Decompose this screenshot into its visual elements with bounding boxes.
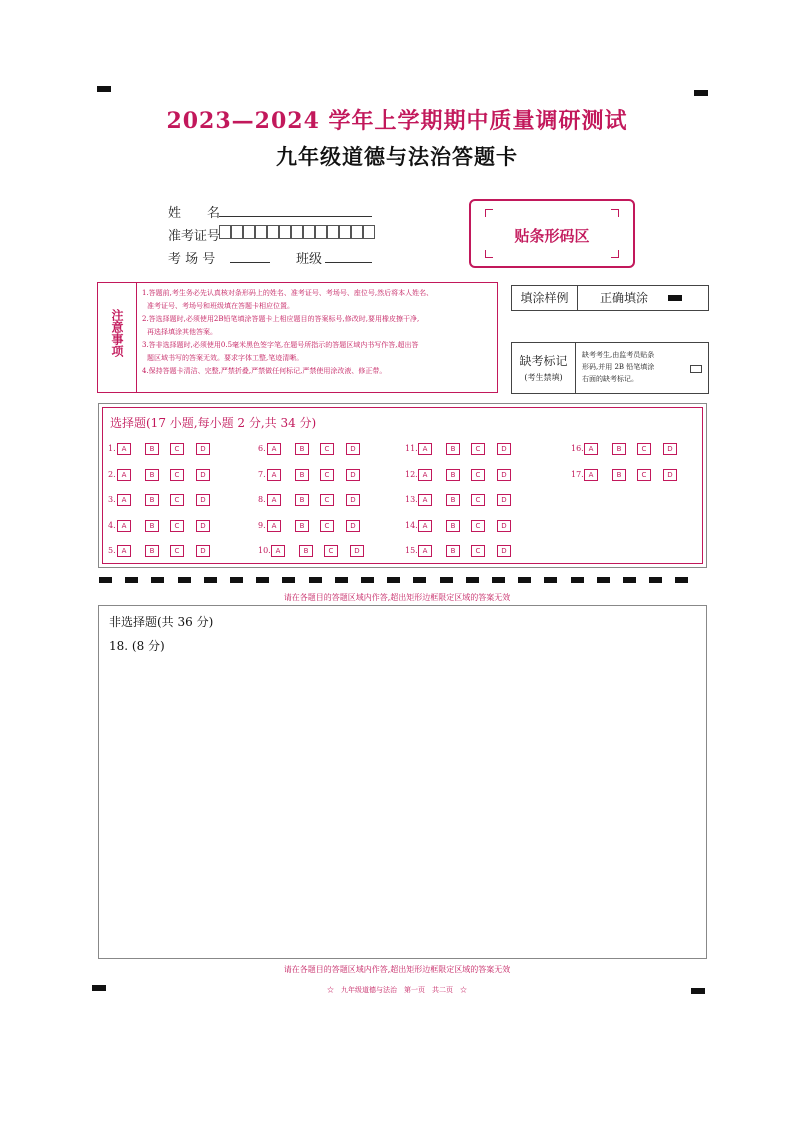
- option-bubble-c[interactable]: C: [170, 520, 184, 532]
- separator-dash: [335, 577, 348, 583]
- absent-mark-box: [511, 342, 709, 394]
- question-row: [258, 443, 368, 455]
- question-number: 8.: [258, 495, 266, 504]
- notice-heading: 注意事项: [110, 309, 124, 357]
- option-bubble-d[interactable]: D: [196, 520, 210, 532]
- notice-line: 题区域书写的答案无效。要求字体工整,笔迹清晰。: [147, 354, 304, 362]
- option-bubble-a[interactable]: A: [418, 494, 432, 506]
- separator-dash: [125, 577, 138, 583]
- separator-dash: [675, 577, 688, 583]
- option-bubble-b[interactable]: B: [612, 443, 626, 455]
- option-bubble-b[interactable]: B: [295, 520, 309, 532]
- corner-mark: [611, 209, 619, 217]
- separator-dash: [518, 577, 531, 583]
- option-bubble-c[interactable]: C: [471, 494, 485, 506]
- question-number: 12.: [405, 470, 418, 479]
- separator-dash: [309, 577, 322, 583]
- separator-dash: [361, 577, 374, 583]
- separator-dash: [204, 577, 217, 583]
- class-label: 班级: [296, 252, 323, 267]
- page-title: 2023—2024 学年上学期期中质量调研测试: [166, 108, 628, 134]
- separator-dash: [440, 577, 453, 583]
- question-number: 6.: [258, 444, 266, 453]
- option-bubble-c[interactable]: C: [170, 443, 184, 455]
- option-bubble-a[interactable]: A: [117, 545, 131, 557]
- question-number: 15.: [405, 546, 418, 555]
- class-field[interactable]: [325, 262, 372, 263]
- exam-id-digit-box[interactable]: [303, 225, 315, 239]
- option-bubble-d[interactable]: D: [497, 469, 511, 481]
- question-row: [405, 545, 515, 557]
- option-bubble-a[interactable]: A: [584, 443, 598, 455]
- exam-id-digit-box[interactable]: [327, 225, 339, 239]
- separator-dash: [178, 577, 191, 583]
- question-row: [405, 520, 515, 532]
- fill-sample-value: 正确填涂: [600, 291, 649, 305]
- question-number: 1.: [108, 444, 116, 453]
- question-row: [258, 520, 368, 532]
- option-bubble-b[interactable]: B: [446, 520, 460, 532]
- separator-dash: [282, 577, 295, 583]
- question-row: [258, 545, 368, 557]
- option-bubble-d[interactable]: D: [196, 443, 210, 455]
- option-bubble-d[interactable]: D: [663, 469, 677, 481]
- notice-body: [142, 287, 494, 378]
- room-field[interactable]: [230, 262, 270, 263]
- question-row: [405, 469, 515, 481]
- fill-sample-box: [511, 285, 709, 311]
- name-field[interactable]: [219, 216, 372, 217]
- question-row: [258, 494, 368, 506]
- option-bubble-c[interactable]: C: [170, 494, 184, 506]
- option-bubble-d[interactable]: D: [350, 545, 364, 557]
- exam-id-digit-box[interactable]: [351, 225, 363, 239]
- notice-line: 再选择填涂其他答案。: [147, 328, 217, 336]
- page-footer: ☆ 九年级道德与法治 第一页 共二页 ☆: [327, 986, 467, 994]
- room-label: 考 场 号: [168, 252, 216, 267]
- question-number: 4.: [108, 521, 116, 530]
- question-row: [405, 443, 515, 455]
- exam-id-digit-box[interactable]: [231, 225, 243, 239]
- option-bubble-a[interactable]: A: [584, 469, 598, 481]
- absent-label: 缺考标记: [519, 354, 568, 368]
- barcode-area: [469, 199, 635, 268]
- option-bubble-b[interactable]: B: [145, 494, 159, 506]
- question-number: 5.: [108, 546, 116, 555]
- absent-label-cell: [512, 343, 576, 393]
- option-bubble-c[interactable]: C: [471, 443, 485, 455]
- option-bubble-d[interactable]: D: [196, 545, 210, 557]
- option-bubble-a[interactable]: A: [117, 443, 131, 455]
- separator-dash: [649, 577, 662, 583]
- non-choice-title: 非选择题(共 36 分): [109, 615, 214, 629]
- separator-dash: [99, 577, 112, 583]
- question-number: 13.: [405, 495, 418, 504]
- question-number: 16.: [571, 444, 584, 453]
- separator-dash: [571, 577, 584, 583]
- option-bubble-d[interactable]: D: [346, 494, 360, 506]
- notice-line: 3.答非选择题时,必须使用0.5毫米黑色签字笔,在题号所指示的答题区域内书写作答,超出答: [142, 341, 419, 349]
- notice-line: 2.答选择题时,必须使用2B铅笔填涂答题卡上相应题目的答案标号,修改时,要用橡皮擦干净,: [142, 315, 420, 323]
- exam-id-digit-box[interactable]: [243, 225, 255, 239]
- answer-area-hint-bottom: 请在各题目的答题区域内作答,超出矩形边框限定区域的答案无效: [283, 965, 511, 974]
- filled-mark-sample: [668, 295, 682, 301]
- option-bubble-c[interactable]: C: [170, 469, 184, 481]
- corner-mark: [611, 250, 619, 258]
- separator-dash: [151, 577, 164, 583]
- exam-id-digit-box[interactable]: [219, 225, 231, 239]
- option-bubble-c[interactable]: C: [320, 494, 334, 506]
- question-row: [108, 494, 218, 506]
- option-bubble-b[interactable]: B: [145, 469, 159, 481]
- option-bubble-d[interactable]: D: [497, 545, 511, 557]
- registration-mark-top-right: [694, 90, 708, 96]
- corner-mark: [485, 209, 493, 217]
- separator-dash: [623, 577, 636, 583]
- option-bubble-d[interactable]: D: [497, 520, 511, 532]
- registration-mark-top-left: [97, 86, 111, 92]
- option-bubble-b[interactable]: B: [299, 545, 313, 557]
- option-bubble-b[interactable]: B: [446, 469, 460, 481]
- separator-dash: [466, 577, 479, 583]
- option-bubble-c[interactable]: C: [471, 545, 485, 557]
- separator-dash: [230, 577, 243, 583]
- absent-desc-line: 形码,并用 2B 铅笔填涂: [582, 363, 655, 371]
- option-bubble-b[interactable]: B: [145, 520, 159, 532]
- absent-checkbox[interactable]: [690, 365, 702, 373]
- option-bubble-b[interactable]: B: [145, 545, 159, 557]
- answer-area-hint-top: 请在各题目的答题区域内作答,超出矩形边框限定区域的答案无效: [283, 593, 511, 602]
- question-row: [258, 469, 368, 481]
- option-bubble-a[interactable]: A: [117, 520, 131, 532]
- option-bubble-d[interactable]: D: [497, 443, 511, 455]
- absent-desc-line: 缺考考生,由监考员贴条: [582, 351, 655, 359]
- option-bubble-a[interactable]: A: [267, 494, 281, 506]
- option-bubble-a[interactable]: A: [271, 545, 285, 557]
- question-number: 2.: [108, 470, 116, 479]
- option-bubble-d[interactable]: D: [346, 443, 360, 455]
- option-bubble-a[interactable]: A: [267, 520, 281, 532]
- exam-id-digit-box[interactable]: [267, 225, 279, 239]
- option-bubble-a[interactable]: A: [267, 469, 281, 481]
- fill-sample-label: 填涂样例: [512, 286, 578, 310]
- exam-id-digit-box[interactable]: [279, 225, 291, 239]
- option-bubble-d[interactable]: D: [346, 469, 360, 481]
- option-bubble-d[interactable]: D: [497, 494, 511, 506]
- multiple-choice-title: 选择题(17 小题,每小题 2 分,共 34 分): [110, 416, 317, 430]
- option-bubble-a[interactable]: A: [117, 494, 131, 506]
- option-bubble-a[interactable]: A: [418, 443, 432, 455]
- question-row: [108, 443, 218, 455]
- option-bubble-a[interactable]: A: [267, 443, 281, 455]
- separator-dash: [413, 577, 426, 583]
- barcode-label: 贴条形码区: [514, 227, 590, 245]
- option-bubble-c[interactable]: C: [324, 545, 338, 557]
- notice-line: 准考证号、考场号和班级填在答题卡相应位置。: [147, 302, 294, 310]
- option-bubble-b[interactable]: B: [612, 469, 626, 481]
- question-number: 3.: [108, 495, 116, 504]
- option-bubble-c[interactable]: C: [637, 443, 651, 455]
- separator-dash: [387, 577, 400, 583]
- exam-id-digit-box[interactable]: [291, 225, 303, 239]
- exam-id-label: 准考证号: [168, 229, 221, 244]
- question-18-label: 18. (8 分): [109, 639, 165, 653]
- option-bubble-d[interactable]: D: [663, 443, 677, 455]
- absent-sublabel: (考生禁填): [524, 373, 563, 382]
- notice-line: 4.保持答题卡清洁、完整,严禁折叠,严禁做任何标记,严禁使用涂改液、修正带。: [142, 367, 387, 375]
- question-row: [405, 494, 515, 506]
- exam-id-digit-box[interactable]: [255, 225, 267, 239]
- option-bubble-d[interactable]: D: [196, 469, 210, 481]
- question-number: 7.: [258, 470, 266, 479]
- exam-id-digit-box[interactable]: [339, 225, 351, 239]
- option-bubble-b[interactable]: B: [446, 443, 460, 455]
- separator-dash: [597, 577, 610, 583]
- notice-line: 1.答题前,考生务必先认真核对条形码上的姓名、准考证号、考场号、座位号,然后将本人姓名、: [142, 289, 434, 297]
- option-bubble-c[interactable]: C: [471, 469, 485, 481]
- option-bubble-d[interactable]: D: [196, 494, 210, 506]
- option-bubble-a[interactable]: A: [418, 469, 432, 481]
- option-bubble-c[interactable]: C: [320, 520, 334, 532]
- option-bubble-b[interactable]: B: [295, 443, 309, 455]
- notice-box: [97, 282, 498, 393]
- option-bubble-b[interactable]: B: [446, 545, 460, 557]
- option-bubble-a[interactable]: A: [418, 520, 432, 532]
- option-bubble-c[interactable]: C: [320, 443, 334, 455]
- absent-desc-line: 右面的缺考标记。: [582, 375, 638, 383]
- option-bubble-b[interactable]: B: [295, 469, 309, 481]
- notice-heading-cell: [98, 283, 137, 392]
- separator-dash: [492, 577, 505, 583]
- corner-mark: [485, 250, 493, 258]
- separator-dash: [544, 577, 557, 583]
- question-row: [108, 469, 218, 481]
- question-number: 11.: [405, 444, 418, 453]
- option-bubble-d[interactable]: D: [346, 520, 360, 532]
- question-row: [571, 469, 681, 481]
- option-bubble-c[interactable]: C: [471, 520, 485, 532]
- exam-id-digit-box[interactable]: [315, 225, 327, 239]
- option-bubble-b[interactable]: B: [295, 494, 309, 506]
- option-bubble-a[interactable]: A: [117, 469, 131, 481]
- option-bubble-c[interactable]: C: [637, 469, 651, 481]
- option-bubble-c[interactable]: C: [170, 545, 184, 557]
- question-number: 14.: [405, 521, 418, 530]
- option-bubble-b[interactable]: B: [145, 443, 159, 455]
- question-row: [108, 520, 218, 532]
- separator-dash: [256, 577, 269, 583]
- option-bubble-a[interactable]: A: [418, 545, 432, 557]
- option-bubble-b[interactable]: B: [446, 494, 460, 506]
- non-choice-section[interactable]: [98, 605, 707, 959]
- question-row: [108, 545, 218, 557]
- exam-id-digit-box[interactable]: [363, 225, 375, 239]
- name-label: 姓 名: [168, 206, 221, 221]
- page-subtitle: 九年级道德与法治答题卡: [276, 144, 518, 169]
- absent-description: [582, 349, 680, 385]
- option-bubble-c[interactable]: C: [320, 469, 334, 481]
- question-number: 9.: [258, 521, 266, 530]
- question-row: [571, 443, 681, 455]
- question-number: 17.: [571, 470, 584, 479]
- question-number: 10.: [258, 546, 271, 555]
